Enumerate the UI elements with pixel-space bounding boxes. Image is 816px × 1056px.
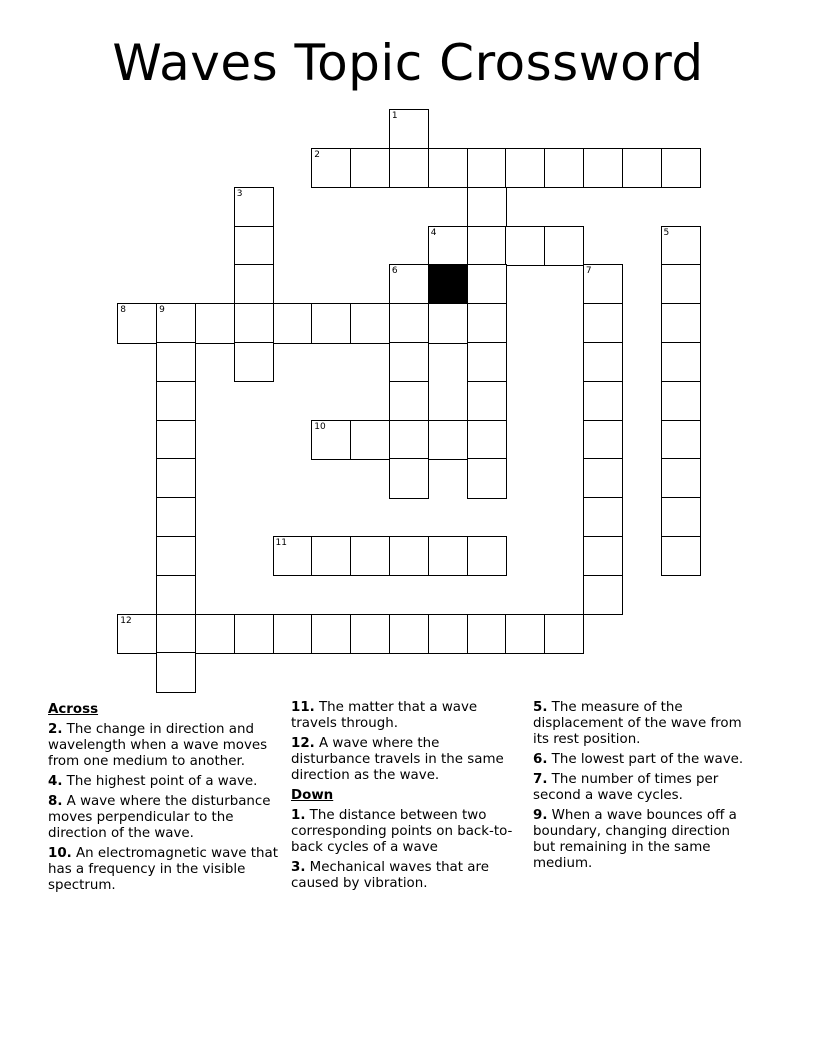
grid-cell[interactable] — [389, 536, 429, 576]
clue-down-1 — [291, 808, 521, 856]
grid-cell[interactable] — [311, 614, 351, 654]
grid-cell[interactable] — [505, 226, 545, 266]
clue-number: 6. — [533, 752, 548, 767]
grid-cell[interactable] — [661, 536, 701, 576]
clues-column-3 — [533, 700, 747, 876]
grid-cell[interactable] — [117, 303, 157, 343]
grid-cell[interactable] — [428, 614, 468, 654]
clue-across-12 — [291, 736, 521, 784]
clue-across-2 — [48, 722, 280, 770]
clue-number-label: 11 — [275, 538, 287, 548]
grid-cell[interactable] — [505, 614, 545, 654]
grid-cell[interactable] — [195, 303, 235, 343]
grid-cell[interactable] — [583, 420, 623, 460]
grid-cell[interactable] — [467, 536, 507, 576]
grid-cell[interactable] — [505, 148, 545, 188]
grid-cell[interactable] — [156, 381, 196, 421]
grid-cell[interactable] — [544, 614, 584, 654]
page-title: Waves Topic Crossword — [112, 34, 704, 92]
grid-cell[interactable] — [661, 342, 701, 382]
clue-number-label: 4 — [430, 227, 437, 238]
grid-cell[interactable] — [156, 614, 196, 654]
grid-cell[interactable] — [661, 264, 701, 304]
clue-number-label: 5 — [663, 227, 670, 238]
clue-number-label: 3 — [236, 188, 243, 199]
clue-number-label: 1 — [391, 111, 398, 122]
grid-cell[interactable] — [544, 148, 584, 188]
grid-cell[interactable] — [350, 614, 390, 654]
grid-cell[interactable] — [389, 458, 429, 498]
grid-cell[interactable] — [467, 303, 507, 343]
clue-number-label: 2 — [314, 150, 321, 160]
clue-number: 1. — [291, 808, 306, 823]
grid-cell[interactable] — [195, 614, 235, 654]
clue-across-4 — [48, 774, 280, 790]
clue-text: The change in direction and wavelength when a wave moves from one medium to another. — [48, 722, 268, 769]
clue-number-label: 9 — [159, 305, 165, 316]
clue-text: The matter that a wave travels through. — [291, 700, 478, 731]
grid-cell[interactable] — [311, 536, 351, 576]
grid-cell[interactable] — [311, 148, 351, 188]
grid-cell[interactable] — [389, 264, 429, 304]
clue-text: The lowest part of the wave. — [551, 752, 744, 767]
grid-cell[interactable] — [661, 148, 701, 188]
grid-cell[interactable] — [234, 614, 274, 654]
clue-down-3 — [291, 860, 521, 892]
clue-text: An electromagnetic wave that has a frequency in the visible spectrum. — [48, 846, 278, 893]
clue-text: A wave where the disturbance moves perpendicular to the direction of the wave. — [48, 794, 271, 841]
clue-number: 3. — [291, 860, 306, 875]
grid-cell[interactable] — [389, 303, 429, 343]
clue-number: 12. — [291, 736, 315, 751]
grid-cell[interactable] — [311, 420, 351, 460]
grid-cell[interactable] — [583, 575, 623, 615]
clue-text: The measure of the displacement of the wave from its rest position. — [533, 700, 742, 747]
grid-cell[interactable] — [467, 381, 507, 421]
grid-cell[interactable] — [583, 342, 623, 382]
grid-cell[interactable] — [234, 342, 274, 382]
clue-text: The number of times per second a wave cycles. — [533, 772, 719, 803]
clue-text: When a wave bounces off a boundary, changing direction but remaining in the same medium. — [533, 808, 737, 871]
clue-down-9 — [533, 808, 747, 872]
grid-cell[interactable] — [350, 420, 390, 460]
grid-cell[interactable] — [156, 497, 196, 537]
grid-cell[interactable] — [428, 226, 468, 266]
grid-cell[interactable] — [428, 148, 468, 188]
grid-cell[interactable] — [467, 458, 507, 498]
grid-cell[interactable] — [661, 381, 701, 421]
clue-number: 8. — [48, 794, 63, 809]
grid-cell[interactable] — [583, 303, 623, 343]
clues-column-2 — [291, 700, 521, 896]
clue-number-label: 10 — [314, 421, 326, 432]
grid-cell[interactable] — [661, 226, 701, 266]
clue-number: 2. — [48, 722, 63, 737]
grid-cell[interactable] — [622, 148, 662, 188]
clue-number: 9. — [533, 808, 548, 823]
clue-across-8 — [48, 794, 280, 842]
grid-cell[interactable] — [350, 148, 390, 188]
grid-cell[interactable] — [350, 536, 390, 576]
clue-across-10 — [48, 846, 280, 894]
grid-cell[interactable] — [389, 342, 429, 382]
grid-cell[interactable] — [544, 226, 584, 266]
grid-cell[interactable] — [467, 148, 507, 188]
grid-cell[interactable] — [156, 342, 196, 382]
clue-number: 11. — [291, 700, 315, 715]
grid-cell[interactable] — [467, 342, 507, 382]
grid-block — [428, 264, 468, 304]
grid-cell[interactable] — [234, 303, 274, 343]
grid-cell[interactable] — [156, 303, 196, 343]
grid-cell[interactable] — [428, 536, 468, 576]
grid-cell[interactable] — [273, 536, 313, 576]
clue-number-label: 7 — [585, 266, 592, 277]
grid-cell[interactable] — [467, 187, 507, 227]
grid-cell[interactable] — [467, 264, 507, 304]
grid-cell[interactable] — [661, 497, 701, 537]
clue-number: 7. — [533, 772, 548, 787]
grid-cell[interactable] — [661, 303, 701, 343]
grid-cell[interactable] — [117, 614, 157, 654]
clues-column-1 — [48, 700, 280, 898]
grid-cell[interactable] — [428, 420, 468, 460]
clue-number: 10. — [48, 846, 72, 861]
grid-cell[interactable] — [467, 614, 507, 654]
clue-text: The highest point of a wave. — [66, 774, 258, 789]
grid-cell[interactable] — [583, 381, 623, 421]
grid-cell[interactable] — [661, 420, 701, 460]
grid-cell[interactable] — [350, 303, 390, 343]
grid-cell[interactable] — [583, 497, 623, 537]
grid-cell[interactable] — [273, 614, 313, 654]
clue-number-label: 12 — [120, 615, 132, 626]
grid-cell[interactable] — [467, 226, 507, 266]
clue-down-7 — [533, 772, 747, 804]
grid-cell[interactable] — [389, 420, 429, 460]
grid-cell[interactable] — [156, 458, 196, 498]
grid-cell[interactable] — [467, 420, 507, 460]
grid-cell[interactable] — [389, 109, 429, 149]
grid-cell[interactable] — [234, 226, 274, 266]
clue-down-6 — [533, 752, 747, 768]
clue-number: 4. — [48, 774, 63, 789]
clue-text: Mechanical waves that are caused by vibration. — [291, 860, 489, 891]
grid-cell[interactable] — [661, 458, 701, 498]
grid-cell[interactable] — [583, 264, 623, 304]
grid-cell[interactable] — [156, 536, 196, 576]
grid-cell[interactable] — [428, 303, 468, 343]
clue-text: The distance between two corresponding points on back-to-back cycles of a wave — [291, 808, 513, 855]
clue-across-11 — [291, 700, 521, 732]
clue-number: 5. — [533, 700, 548, 715]
clue-number-label: 8 — [120, 305, 127, 316]
grid-cell[interactable] — [156, 575, 196, 615]
grid-cell[interactable] — [583, 458, 623, 498]
grid-cell[interactable] — [273, 303, 313, 343]
clue-number-label: 6 — [391, 266, 398, 277]
grid-cell[interactable] — [583, 536, 623, 576]
down-heading: Down — [291, 788, 334, 803]
grid-cell[interactable] — [156, 652, 196, 692]
across-heading: Across — [48, 702, 99, 717]
grid-cell[interactable] — [234, 264, 274, 304]
grid-cell[interactable] — [389, 614, 429, 654]
grid-cell[interactable] — [311, 303, 351, 343]
clue-text: A wave where the disturbance travels in the same direction as the wave. — [291, 736, 504, 783]
grid-cell[interactable] — [156, 420, 196, 460]
grid-cell[interactable] — [583, 148, 623, 188]
grid-cell[interactable] — [389, 148, 429, 188]
clue-down-5 — [533, 700, 747, 748]
grid-cell[interactable] — [234, 187, 274, 227]
grid-cell[interactable] — [389, 381, 429, 421]
